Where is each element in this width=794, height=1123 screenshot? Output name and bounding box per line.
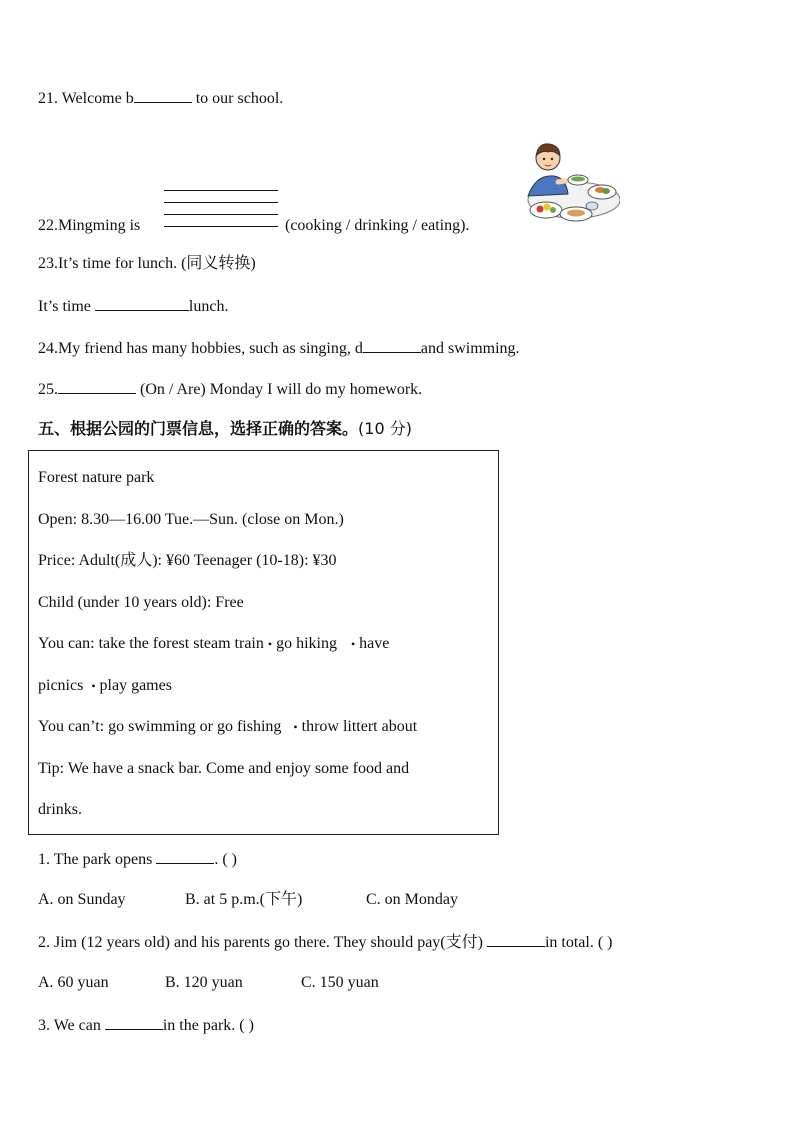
mc-question-3-bracket: in the park. ( )	[162, 1017, 254, 1034]
park-notice	[28, 450, 499, 835]
answer-blank-24[interactable]	[363, 337, 421, 353]
question-23-rewrite-end: lunch.	[188, 298, 229, 315]
mc-option-2a[interactable]: A. 60 yuan	[38, 974, 109, 991]
question-21-text-end: to our school.	[191, 90, 284, 107]
activities-forbidden	[38, 717, 417, 737]
activity-text: play games	[99, 677, 172, 694]
mc-option-1a[interactable]: A. on Sunday	[38, 891, 126, 908]
question-21-text-start: . Welcome b	[54, 90, 134, 107]
answer-line	[164, 226, 278, 227]
park-name: Forest nature park	[38, 469, 155, 486]
ticket-price: Price: Adult(成人): ¥60 Teenager (10-18): ¥30	[38, 552, 337, 569]
question-22-options: (cooking / drinking / eating).	[285, 217, 470, 234]
answer-blank-mc2[interactable]	[487, 931, 545, 947]
child-price: Child (under 10 years old): Free	[38, 594, 244, 611]
answer-blank-mc3[interactable]	[105, 1014, 163, 1030]
question-25	[38, 378, 422, 400]
question-24	[38, 337, 520, 359]
activity-text: You can: take the forest steam train	[38, 635, 264, 652]
question-22-text: 22.Mingming is	[38, 217, 141, 234]
answer-line	[164, 214, 278, 215]
section-5-title: 五、根据公园的门票信息，选择正确的答案。	[38, 419, 359, 438]
question-23	[38, 254, 256, 274]
bullet: •	[293, 720, 298, 734]
mc-question-3	[38, 1014, 254, 1036]
question-22	[38, 216, 140, 236]
question-23-rewrite-start: It’s time	[38, 298, 95, 315]
mc-question-1-text: 1. The park opens	[38, 851, 157, 868]
answer-blank-23[interactable]	[95, 295, 189, 311]
tip-line-2: drinks.	[38, 801, 82, 818]
boy-eating-icon	[514, 134, 620, 226]
forbidden-text: throw littert about	[301, 718, 418, 735]
question-23-rewrite	[38, 295, 228, 317]
question-21-number: 21	[38, 90, 54, 107]
question-25-text: (On / Are) Monday I will do my homework.	[136, 381, 423, 398]
bullet: •	[350, 637, 356, 651]
section-5-heading	[38, 419, 412, 439]
answer-line	[164, 190, 278, 191]
mc-question-3-text: 3. We can	[38, 1017, 105, 1034]
mc-question-1	[38, 848, 237, 870]
mc-option-2c[interactable]: C. 150 yuan	[301, 974, 379, 991]
tip-line-1: Tip: We have a snack bar. Come and enjoy some food and	[38, 760, 410, 777]
bullet: •	[267, 637, 273, 651]
question-25-number: 25.	[38, 381, 58, 398]
forbidden-text: You can’t: go swimming or go fishing	[38, 718, 282, 735]
answer-line	[164, 202, 278, 203]
section-5-score: (10 分)	[358, 419, 412, 438]
answer-blank-25[interactable]	[58, 378, 136, 394]
question-21	[38, 87, 283, 109]
question-23-text: 23.It’s time for lunch. (同义转换)	[38, 255, 256, 272]
answer-blank-21[interactable]	[134, 87, 192, 103]
mc-option-1b[interactable]: B. at 5 p.m.(下午)	[185, 891, 303, 908]
mc-question-2-bracket: in total. ( )	[544, 934, 613, 951]
activity-text: have	[359, 635, 390, 652]
mc-option-2b[interactable]: B. 120 yuan	[165, 974, 243, 991]
question-24-text-end: and swimming.	[420, 340, 520, 357]
mc-option-1c[interactable]: C. on Monday	[366, 891, 458, 908]
bullet: •	[91, 679, 96, 693]
activities-allowed-continued	[38, 676, 172, 696]
opening-hours: Open: 8.30—16.00 Tue.—Sun. (close on Mon.)	[38, 511, 344, 528]
question-24-text-start: 24.My friend has many hobbies, such as singing, d	[38, 340, 363, 357]
activity-text: go hiking	[276, 635, 337, 652]
mc-question-2	[38, 931, 613, 953]
answer-blank-mc1[interactable]	[156, 848, 214, 864]
mc-question-1-bracket: . ( )	[214, 851, 237, 868]
mc-question-2-text: 2. Jim (12 years old) and his parents go there. They should pay(支付)	[38, 934, 487, 951]
activity-text: picnics	[38, 677, 84, 694]
activities-allowed	[38, 634, 389, 654]
